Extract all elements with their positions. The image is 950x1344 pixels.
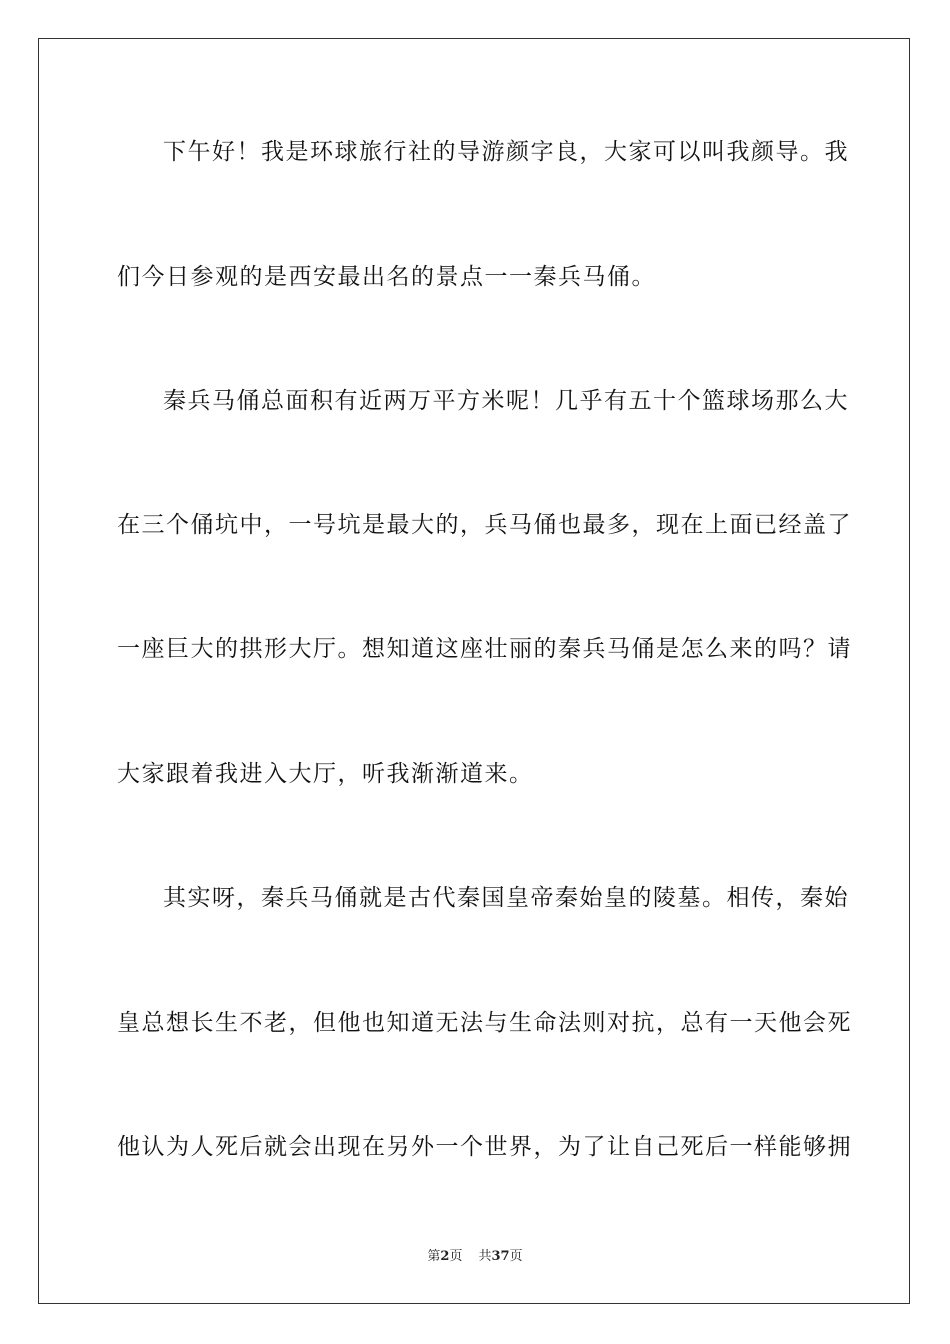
paragraph-1-line-2: 们今日参观的是西安最出名的景点一一秦兵马俑。 — [117, 264, 656, 290]
paragraph-3-line-3: 他认为人死后就会出现在另外一个世界，为了让自己死后一样能够拥 — [117, 1134, 852, 1160]
page-border — [38, 38, 910, 1304]
paragraph-3-line-2: 皇总想长生不老，但他也知道无法与生命法则对抗，总有一天他会死 — [117, 1010, 852, 1036]
paragraph-2-line-2: 在三个俑坑中，一号坑是最大的，兵马俑也最多，现在上面已经盖了 — [117, 512, 852, 538]
paragraph-2-line-3: 一座巨大的拱形大厅。想知道这座壮丽的秦兵马俑是怎么来的吗？请 — [117, 636, 852, 662]
page-footer — [0, 1248, 950, 1266]
page-suffix: 页 — [449, 1249, 463, 1264]
paragraph-3-line-1: 其实呀，秦兵马俑就是古代秦国皇帝秦始皇的陵墓。相传，秦始 — [163, 885, 849, 911]
paragraph-2-line-4: 大家跟着我进入大厅，听我渐渐道来。 — [117, 761, 534, 787]
total-prefix: 共 — [478, 1249, 492, 1264]
total-pages: 37 — [491, 1249, 510, 1264]
paragraph-1-line-1: 下午好！我是环球旅行社的导游颜字良，大家可以叫我颜导。我 — [163, 139, 849, 165]
paragraph-2-line-1: 秦兵马俑总面积有近两万平方米呢！几乎有五十个篮球场那么大 — [163, 388, 849, 414]
page-number: 2 — [440, 1249, 450, 1264]
total-suffix: 页 — [509, 1249, 523, 1264]
page-prefix: 第 — [427, 1249, 441, 1264]
